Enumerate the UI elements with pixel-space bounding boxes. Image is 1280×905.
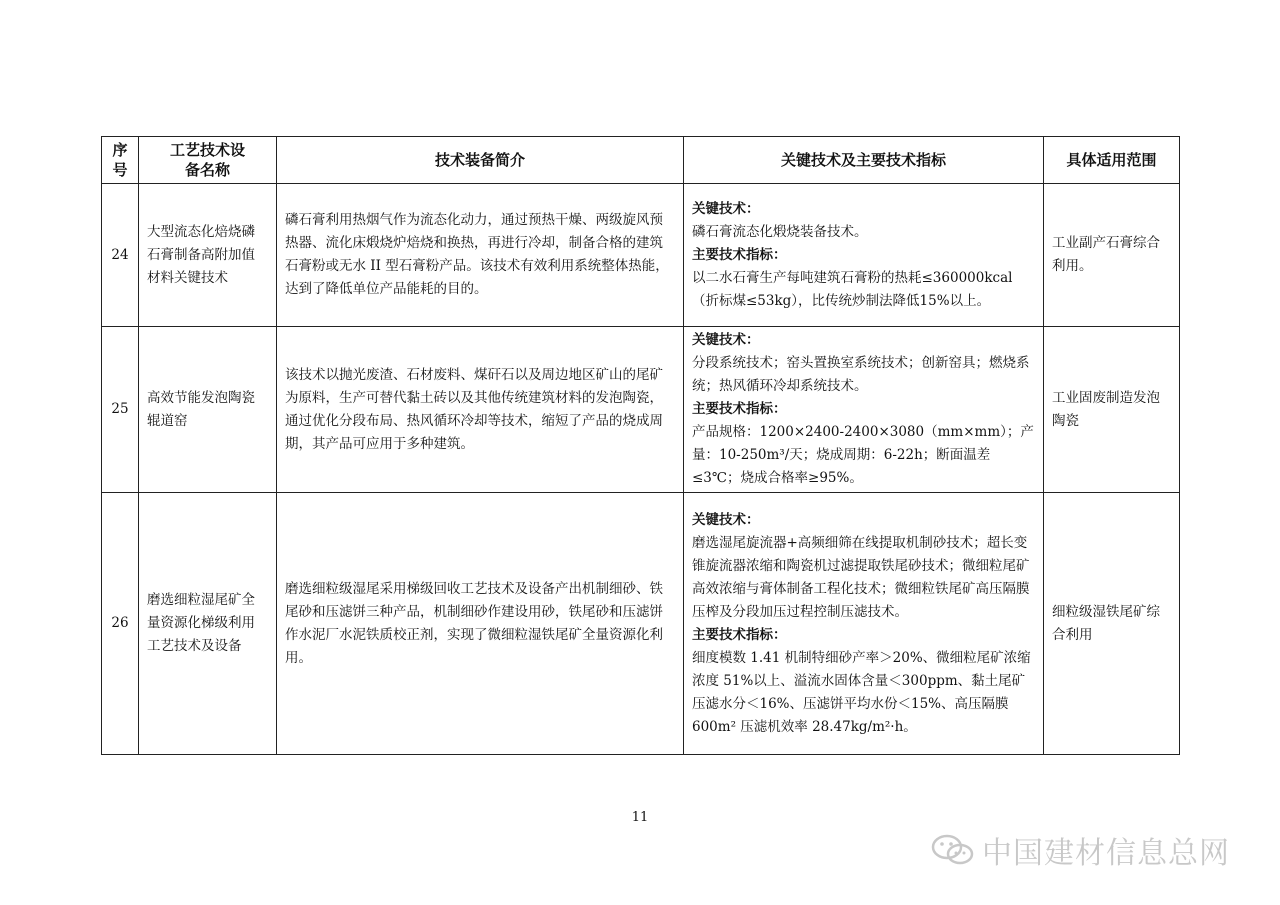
- tech-intro: 该技术以抛光废渣、石材废料、煤矸石以及周边地区矿山的尾矿为原料，生产可替代黏土砖以及其他传统建筑材料的发泡陶瓷，通过优化分段布局、热风循环冷却等技术，缩短了产品的烧成周期，其产品可应用于多种建筑。: [277, 327, 684, 493]
- header-name: 工艺技术设备名称: [139, 137, 277, 184]
- index-label: 主要技术指标：: [692, 401, 787, 417]
- scope-cell: 细粒级湿铁尾矿综合利用: [1044, 493, 1180, 755]
- header-seq: 序号: [102, 137, 139, 184]
- row-number: 26: [102, 493, 139, 755]
- header-intro: 技术装备简介: [277, 137, 684, 184]
- tech-name: 大型流态化焙烧磷石膏制备高附加值材料关键技术: [139, 184, 277, 327]
- watermark-text: 中国建材信息总网: [982, 836, 1230, 871]
- scope-cell: 工业固废制造发泡陶瓷: [1044, 327, 1180, 493]
- technology-table: [101, 136, 1180, 755]
- wechat-icon: [930, 832, 976, 868]
- index-text: 产品规格：1200×2400-2400×3080（mm×mm）；产量：10-250m³/天；烧成周期：6-22h；断面温差≤3℃；烧成合格率≥95%。: [692, 424, 1034, 486]
- table-row: [102, 493, 1180, 755]
- row-number: 25: [102, 327, 139, 493]
- key-tech-cell: [684, 493, 1044, 755]
- key-tech-label: 关键技术：: [692, 332, 760, 348]
- key-tech-label: 关键技术：: [692, 511, 760, 528]
- scope-cell: 工业副产石膏综合利用。: [1044, 184, 1180, 327]
- index-label: 主要技术指标：: [692, 246, 787, 263]
- key-tech-text: 分段系统技术；窑头置换室系统技术；创新窑具；燃烧系统；热风循环冷却系统技术。: [692, 355, 1030, 394]
- key-tech-label: 关键技术：: [692, 200, 760, 217]
- page-number: 11: [631, 810, 649, 825]
- index-text: 以二水石膏生产每吨建筑石膏粉的热耗≤360000kcal（折标煤≤53kg），比传统炒制法降低15%以上。: [692, 269, 1013, 309]
- watermark: [930, 828, 1230, 872]
- header-scope: 具体适用范围: [1044, 137, 1180, 184]
- index-text: 细度模数 1.41 机制特细砂产率＞20%、微细粒尾矿浓缩浓度 51%以上、溢流水固体含量＜300ppm、黏土尾矿压滤水分＜16%、压滤饼平均水份＜15%、高压隔膜 600m² 压滤机效率 28.47kg/m²·h。: [692, 649, 1031, 735]
- tech-name: 磨选细粒湿尾矿全量资源化梯级利用工艺技术及设备: [139, 493, 277, 755]
- key-tech-text: 磷石膏流态化煅烧装备技术。: [692, 223, 868, 240]
- table-row: [102, 184, 1180, 327]
- key-tech-cell: [684, 327, 1044, 493]
- tech-name: 高效节能发泡陶瓷辊道窑: [139, 327, 277, 493]
- key-tech-text: 磨选湿尾旋流器+高频细筛在线提取机制砂技术；超长变锥旋流器浓缩和陶瓷机过滤提取铁尾砂技术；微细粒尾矿高效浓缩与膏体制备工程化技术；微细粒铁尾矿高压隔膜压榨及分段加压过程控制压滤技术。: [692, 534, 1030, 620]
- key-tech-cell: [684, 184, 1044, 327]
- table-row: [102, 327, 1180, 493]
- header-key-tech: 关键技术及主要技术指标: [684, 137, 1044, 184]
- table-header-row: [102, 137, 1180, 184]
- tech-intro: 磨选细粒级湿尾采用梯级回收工艺技术及设备产出机制细砂、铁尾砂和压滤饼三种产品，机制细砂作建设用砂，铁尾砂和压滤饼作水泥厂水泥铁质校正剂，实现了微细粒湿铁尾矿全量资源化利用。: [277, 493, 684, 755]
- index-label: 主要技术指标：: [692, 626, 787, 643]
- row-number: 24: [102, 184, 139, 327]
- tech-intro: 磷石膏利用热烟气作为流态化动力，通过预热干燥、两级旋风预热器、流化床煅烧炉焙烧和换热，再进行冷却，制备合格的建筑石膏粉或无水 II 型石膏粉产品。该技术有效利用系统整体热能，达到了降低单位产品能耗的目的。: [277, 184, 684, 327]
